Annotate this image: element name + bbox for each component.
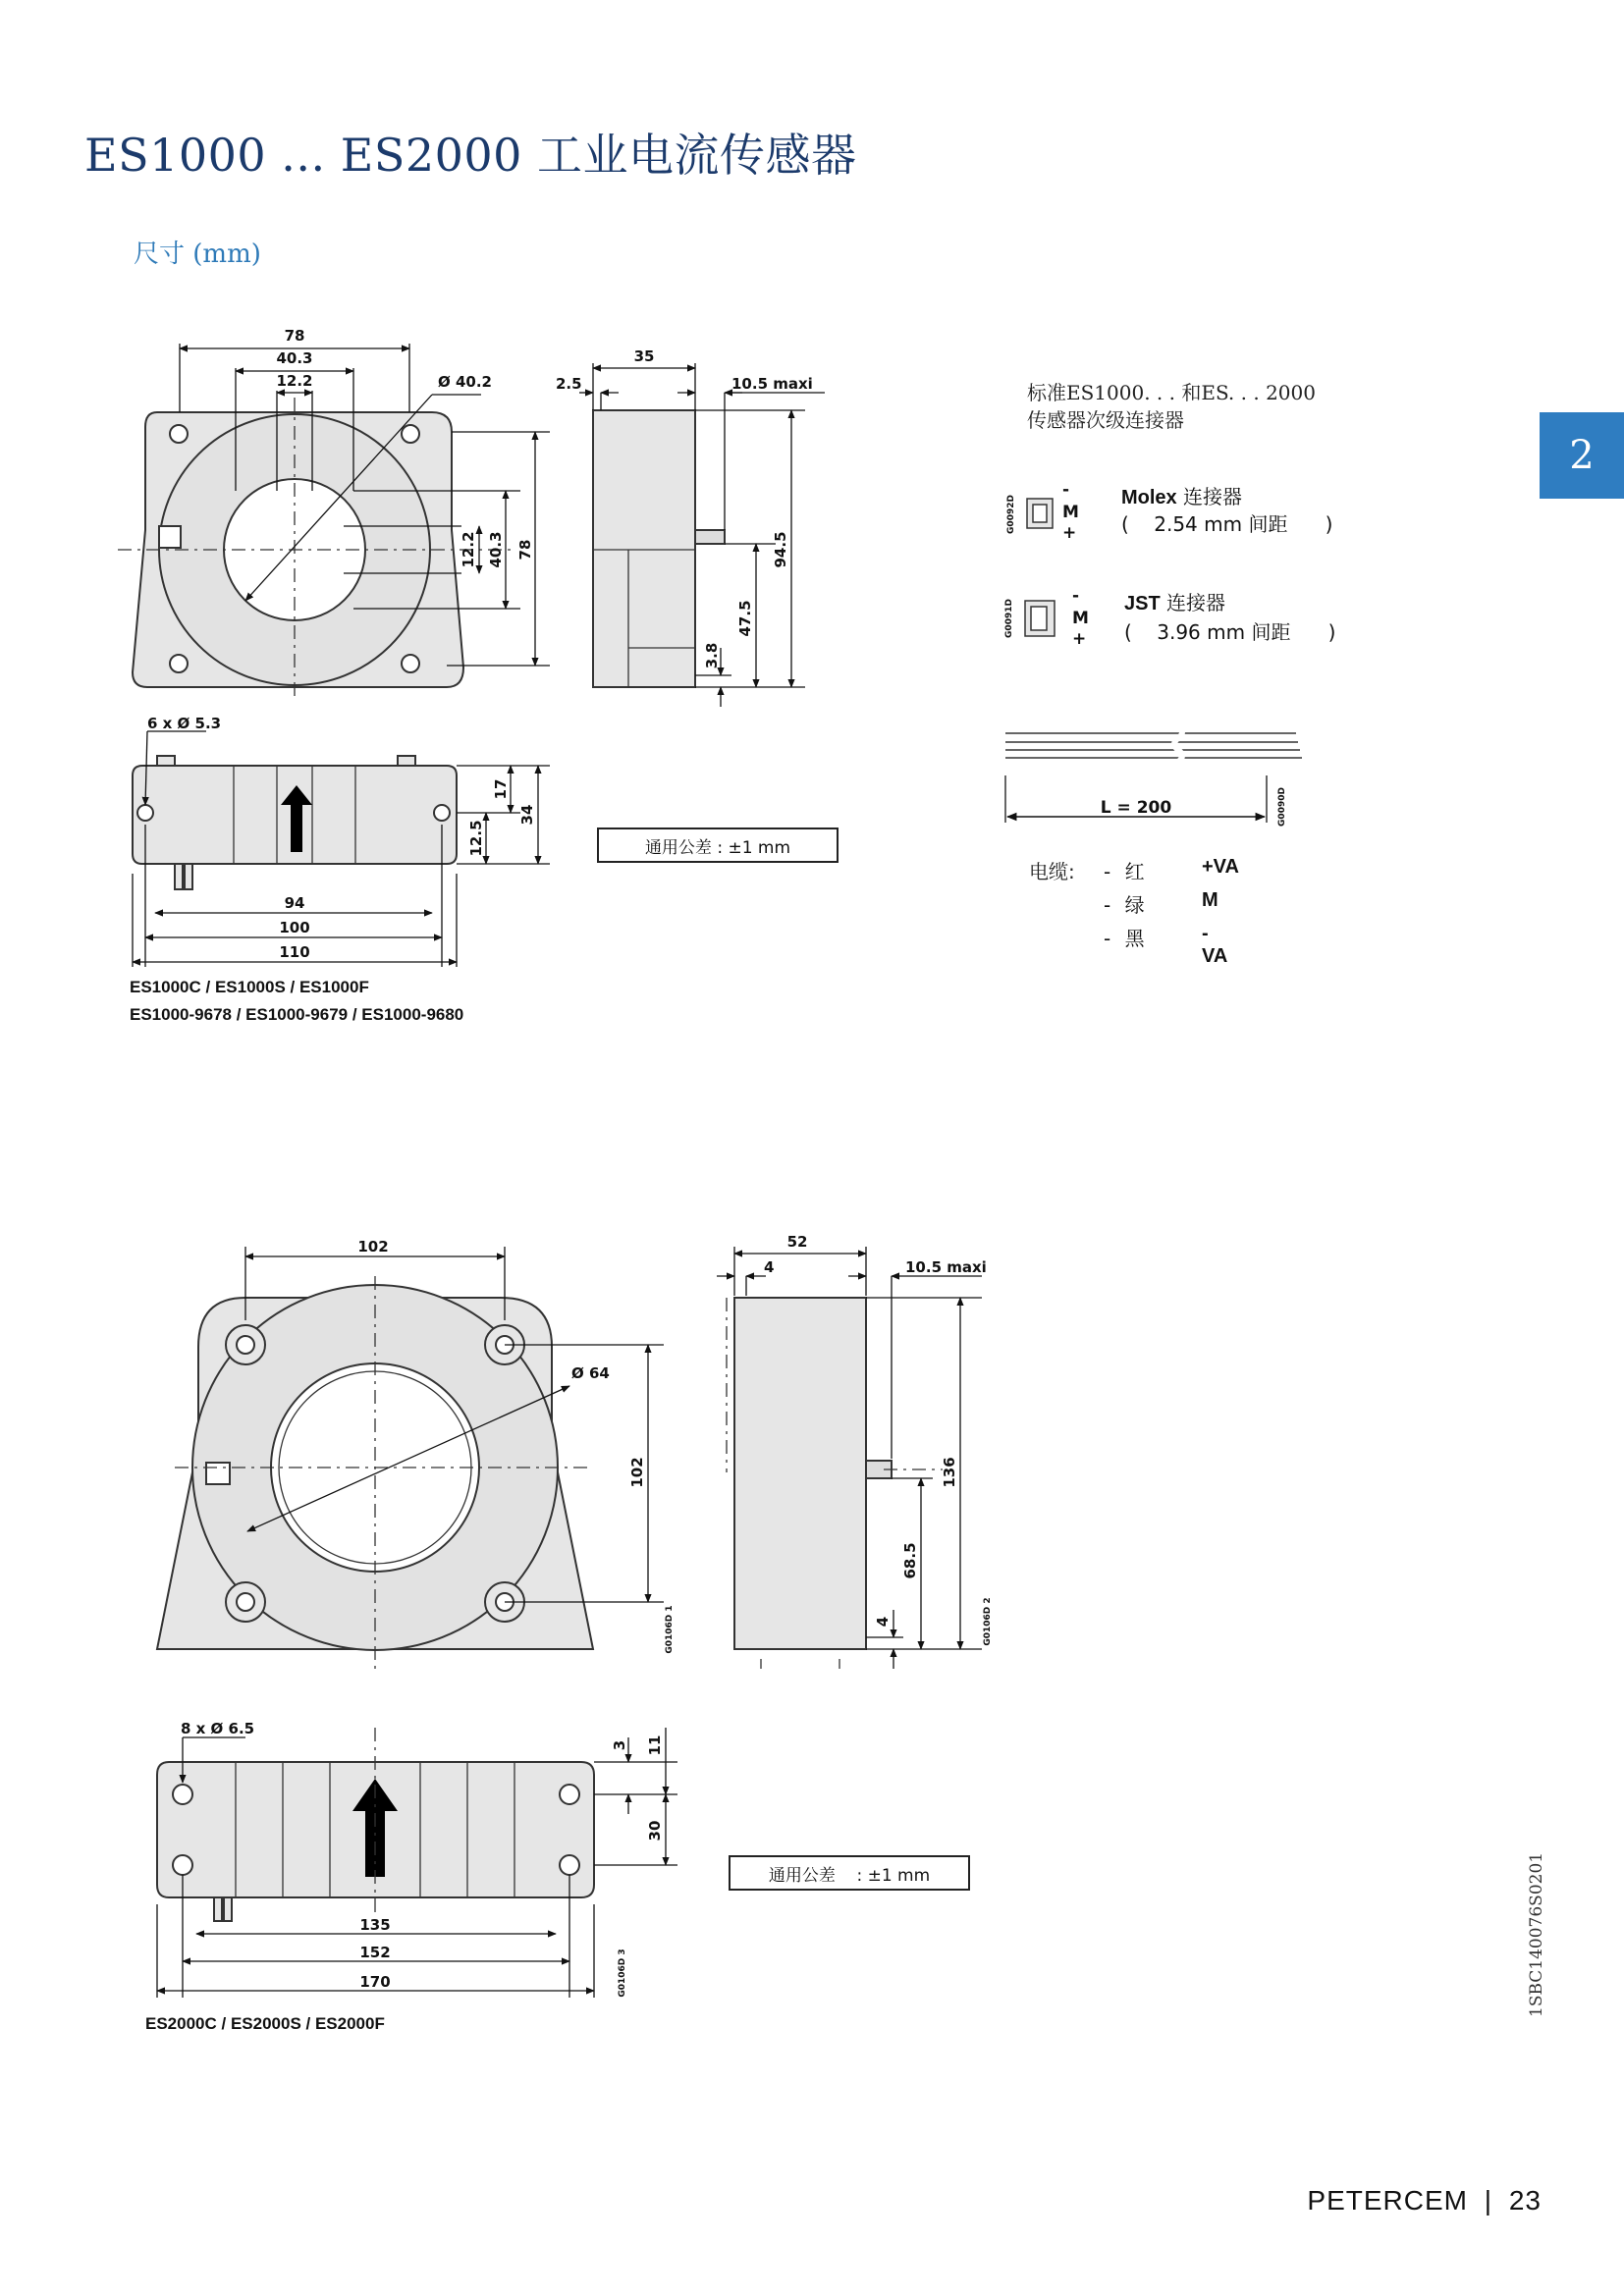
cable-color: 红: [1124, 860, 1145, 883]
tolerance-box-es1000: [597, 828, 839, 863]
dim-label: 12.2: [460, 531, 477, 568]
dim-label: 2.5: [556, 375, 582, 393]
dim-label: 68.5: [901, 1542, 919, 1579]
dim-label: 52: [786, 1233, 808, 1251]
chapter-tab[interactable]: 2: [1540, 412, 1624, 499]
dim-label: 78: [284, 327, 305, 345]
connector-heading-line2: 传感器次级连接器: [1027, 408, 1184, 432]
dim-label: 12.5: [467, 820, 485, 857]
dim-label: 3.8: [703, 642, 721, 669]
jst-pitch: ( 3.96 mm 间距 ): [1124, 620, 1336, 644]
cable-color: 黑: [1124, 927, 1145, 950]
model-list-es1000-line2: ES1000-9678 / ES1000-9679 / ES1000-9680: [130, 1005, 464, 1024]
cable-row-green: [1104, 889, 1218, 918]
page-title: ES1000 ... ES2000 工业电流传感器: [84, 129, 857, 182]
dim-label: 94: [284, 894, 305, 912]
jst-suffix: 连接器: [1166, 591, 1226, 614]
dim-label: 94.5: [772, 531, 789, 568]
dim-label: 47.5: [736, 600, 754, 637]
dim-label: 4: [874, 1616, 892, 1628]
dim-label: 10.5 maxi: [731, 375, 813, 393]
cable-row-black: [1104, 923, 1228, 967]
molex-label: [1121, 481, 1242, 509]
jst-label: [1124, 587, 1225, 615]
dim-label: 100: [279, 919, 310, 936]
part-code: G0090D: [1277, 787, 1287, 827]
page-footer: [1307, 2185, 1542, 2216]
dim-label: Ø 64: [571, 1364, 610, 1382]
dim-label: 40.3: [487, 531, 505, 568]
footer-separator: |: [1484, 2185, 1493, 2216]
molex-name: Molex: [1121, 487, 1177, 508]
dim-label: 11: [646, 1735, 664, 1756]
dim-label: 3: [611, 1739, 628, 1751]
model-list-es1000-line1: ES1000C / ES1000S / ES1000F: [130, 978, 369, 996]
cable-dash: -: [1104, 893, 1111, 917]
part-code: G0106D 2: [983, 1597, 993, 1646]
page-number: 23: [1508, 2185, 1542, 2216]
dim-label: 10.5 maxi: [905, 1258, 987, 1276]
connector-heading: [1027, 379, 1316, 434]
part-code: G0106D 1: [665, 1605, 675, 1654]
tolerance-text: 通用公差 : ±1 mm: [644, 837, 791, 858]
molex-connector-icon: [1027, 499, 1053, 528]
dim-label: 152: [359, 1944, 391, 1961]
dim-label: 78: [516, 539, 534, 561]
cable-signal: +VA: [1202, 856, 1239, 878]
part-code: G0092D: [1006, 495, 1016, 534]
jst-name: JST: [1124, 593, 1161, 614]
dim-label: 4: [764, 1258, 775, 1276]
cable-title: 电缆:: [1029, 860, 1075, 883]
tolerance-text: 通用公差 : ±1 mm: [768, 1865, 931, 1886]
dim-label: Ø 40.2: [438, 373, 492, 391]
model-list-es2000: ES2000C / ES2000S / ES2000F: [145, 2014, 385, 2033]
dim-label: 8 x Ø 6.5: [181, 1720, 255, 1737]
cable-dash: -: [1104, 860, 1111, 883]
pin-label: -: [1062, 480, 1070, 500]
pin-label: -: [1072, 586, 1080, 606]
cable-signal: M: [1202, 889, 1218, 911]
pin-label: +: [1072, 629, 1087, 649]
cable-signal: -VA: [1202, 923, 1228, 967]
dim-label: 12.2: [276, 372, 313, 390]
jst-connector-icon: [1025, 601, 1055, 636]
section-subtitle: 尺寸 (mm): [134, 240, 261, 269]
cable-length: L = 200: [1100, 798, 1172, 818]
pin-label: M: [1072, 609, 1089, 628]
document-code: 1SBC140076S0201: [1527, 1851, 1546, 2017]
footer-brand: PETERCEM: [1307, 2185, 1468, 2216]
part-code: G0106D 3: [618, 1949, 627, 1998]
dim-label: 6 x Ø 5.3: [147, 715, 222, 732]
dim-label: 30: [646, 1820, 664, 1842]
dim-label: 135: [359, 1916, 391, 1934]
molex-suffix: 连接器: [1183, 485, 1243, 508]
cable-color: 绿: [1124, 893, 1145, 917]
dim-label: 35: [633, 347, 655, 365]
pin-label: +: [1062, 523, 1077, 543]
tolerance-box-es2000: [729, 1855, 970, 1891]
dim-label: 40.3: [276, 349, 313, 367]
dim-label: 102: [628, 1457, 646, 1488]
pin-label: M: [1062, 503, 1079, 522]
dim-label: 136: [941, 1457, 958, 1488]
cable-row-red: [1104, 856, 1239, 884]
molex-pitch: ( 2.54 mm 间距 ): [1121, 512, 1333, 536]
cable-dash: -: [1104, 927, 1111, 950]
dim-label: 102: [357, 1238, 389, 1255]
dim-label: 34: [518, 804, 536, 826]
dim-label: 110: [279, 943, 310, 961]
dim-label: 170: [359, 1973, 391, 1991]
dim-label: 17: [492, 778, 510, 800]
part-code: G0091D: [1004, 599, 1014, 638]
es2000-side-view: [734, 1298, 892, 1649]
connector-heading-line1: 标准ES1000. . . 和ES. . . 2000: [1027, 381, 1316, 404]
